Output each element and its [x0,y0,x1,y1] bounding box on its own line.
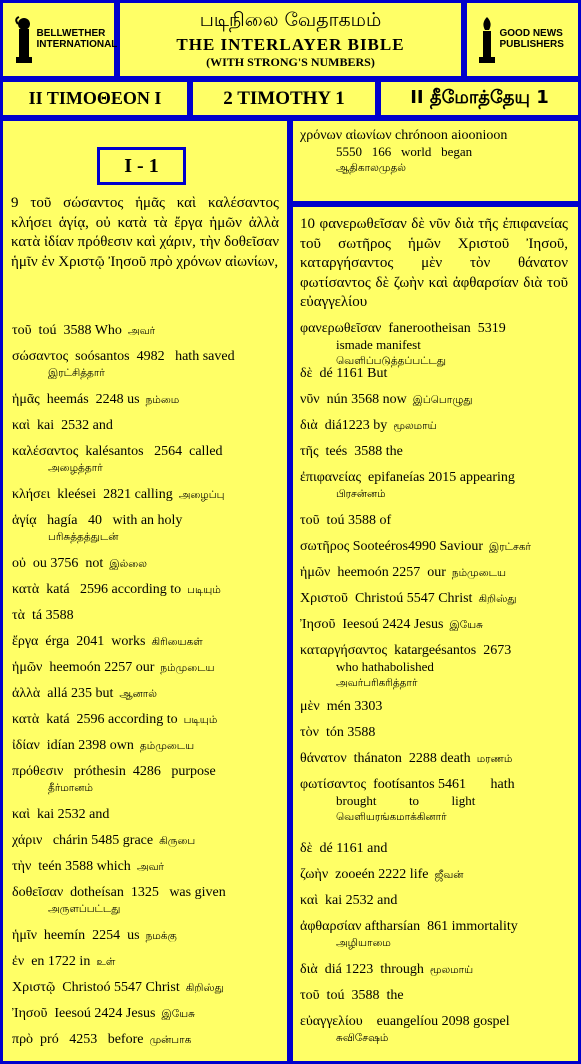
entry-greek-line: τοῦ toú 3588 the [300,988,404,1003]
entry-greek-line: τῆς teés 3588 the [300,444,403,459]
entry-english-continued: brought to light [336,793,476,808]
interlinear-entry [12,953,280,970]
interlinear-entry [300,698,568,715]
entry-tamil: அவர் [136,861,165,873]
entry-greek-line: καὶ kai 2532 and [300,893,398,908]
entry-greek-line: ἐν en 1722 in [12,954,91,969]
entry-greek-line: διὰ diá1223 by [300,418,388,433]
entry-greek-line: φωτίσαντος footísantos 5461 hath [300,777,515,792]
entry-english-continued: who hathabolished [336,659,434,674]
entry-greek-line: κλήσει kleései 2821 calling [12,487,173,502]
interlinear-entry [12,927,280,944]
entry-tamil: உள் [96,956,116,968]
interlinear-entry [12,659,280,676]
entry-greek-line: ἐπιφανείας epifaneías 2015 appearing [300,470,515,485]
interlinear-entry [300,616,568,633]
entry-tamil: மூலமாய் [393,420,437,432]
title-block [117,0,464,79]
entry-tamil: பரிசுத்தத்துடன் [48,531,119,543]
interlinear-entry [300,840,568,857]
interlinear-entry [12,555,280,572]
interlinear-entry [300,469,568,502]
entry-greek-line: φανερωθεῖσαν fanerootheisan 5319 [300,321,506,336]
entry-greek-line: ζωὴν zooeén 2222 life [300,867,429,882]
entry-greek-line: ἰδίαν idían 2398 own [12,738,134,753]
entry-greek-line: καλέσαντος kalésantos 2564 called [12,444,223,459]
book-english: 2 TIMOTHY 1 [190,79,378,118]
book-tamil: II தீமோத்தேயு 1 [378,79,581,118]
interlinear-entry [12,858,280,875]
entry-tamil: அருளப்பட்டது [48,903,121,915]
logo-right-text: GOOD NEWS PUBLISHERS [499,28,564,50]
interlinear-entry [12,832,280,849]
entry-greek-line: δὲ dé 1161 and [300,841,388,856]
entry-tamil: படியும் [183,714,218,726]
entry-tamil: நம்மை [145,394,180,406]
entry-greek-line: ἡμῶν heemoón 2257 our [12,660,155,675]
interlinear-entry [12,486,280,503]
interlinear-entry [300,724,568,741]
interlinear-entry [12,806,280,823]
chapter-label: I - 1 [97,147,186,185]
entry-greek-line: ἀλλὰ allá 235 but [12,686,114,701]
interlinear-entry [12,884,280,917]
book-greek: II TIMOΘEON I [0,79,190,118]
entry-greek-line: Χριστοῦ Christoú 5547 Christ [300,591,473,606]
entry-greek-line: καὶ kai 2532 and [12,807,110,822]
verse-10-text: 10 φανερωθεῖσαν δὲ νῦν διὰ τῆς ἐπιφανείας τοῦ σωτῆρος ἡμῶν Χριστοῦ Ἰησοῦ, καταργήσαντος μὲν τὸν θάνατον φωτίσαντος δὲ ζωὴν καὶ ἀφθαρσίαν διὰ τοῦ εὐαγγελίου [300,216,568,310]
interlinear-entry [300,866,568,883]
entry-tamil: இரட்சித்தார் [48,367,105,379]
entry-tamil: நம்முடைய [160,662,215,674]
interlinear-entry [12,711,280,728]
entry-greek-line: Ἰησοῦ Ieesoú 2424 Jesus [300,617,444,632]
entry-greek-line: ἡμῶν heemoón 2257 our [300,565,446,580]
interlinear-entry [300,443,568,460]
entry-greek-line: τοῦ toú 3588 of [300,513,392,528]
entry-greek-line: κατὰ katá 2596 according to [12,712,178,727]
interlinear-entry [300,892,568,909]
entry-greek-line: τὸν tón 3588 [300,725,376,740]
logo-left-text: BELLWETHER INTERNATIONAL [36,28,118,50]
entry-tamil: படியும் [187,584,221,596]
entry-greek-line: σώσαντος soósantos 4982 hath saved [12,349,235,364]
entry-greek-line: καὶ kai 2532 and [12,418,113,433]
interlinear-entry [12,417,280,434]
interlinear-entry [12,391,280,408]
verse-9-text: 9 τοῦ σώσαντος ἡμᾶς καὶ καλέσαντος κλήσει ἁγίᾳ, οὐ κατὰ τὰ ἔργα ἡμῶν ἀλλὰ κατὰ ἰδίαν πρόθεσιν καὶ χάριν, τὴν δοθεῖσαν ἡμῖν ἐν Χριστῷ Ἰησοῦ πρὸ χρόνων αἰωνίων, [11,195,279,270]
ram-statue-icon [13,15,35,65]
entry-greek-line: τὰ tá 3588 [12,608,74,623]
interlinear-entry [12,322,280,339]
entry-tamil: இப்பொழுது [412,394,473,406]
entry-greek-line: σωτῆρος Sooteéros4990 Saviour [300,539,484,554]
entry-tamil: ஜீவன் [434,869,464,881]
entry-greek-line: πρόθεσιν próthesin 4286 purpose [12,764,216,779]
entry-greek-line: ἀφθαρσίαν aftharsían 861 immortality [300,919,518,934]
entry-tamil: கிருபை [159,835,196,847]
entry-greek-line: διὰ diá 1223 through [300,962,424,977]
interlinear-entry [300,961,568,978]
entry-tamil: கிறிஸ்து [478,593,517,605]
interlinear-entry [12,443,280,476]
entry-greek-line: μὲν mén 3303 [300,699,383,714]
title-subtitle: (WITH STRONG'S NUMBERS) [206,55,375,69]
interlinear-entry [12,607,280,624]
entry-greek-line: θάνατον thánaton 2288 death [300,751,471,766]
entry-tamil: மூலமாய் [429,964,474,976]
entry-greek-line: χάριν chárin 5485 grace [12,833,154,848]
entry-greek-line: Ἰησοῦ Ieesoú 2424 Jesus [12,1006,156,1021]
entry-tamil: வெளியரங்கமாக்கினார் [336,811,447,823]
interlinear-entry [300,365,568,382]
interlinear-entry [12,979,280,996]
entry-tamil: அவர்பரிகரித்தார் [336,677,418,689]
interlinear-entry [300,987,568,1004]
entry-tamil: நம்முடைய [451,567,506,579]
entry-greek-line: καταργήσαντος katargeésantos 2673 [300,643,512,658]
flame-statue-icon [476,15,498,65]
interlinear-entry [300,642,568,691]
entry-tamil: மரணம் [476,753,513,765]
interlinear-entry [300,750,568,767]
entry-tamil: தம்முடைய [139,740,195,752]
right-top-entry [300,128,568,176]
bellwether-logo [0,0,117,79]
entry-tamil: இயேசு [449,619,484,631]
entry-tamil: அழைப்பு [178,489,225,501]
interlinear-entry [12,581,280,598]
entry-tamil: முன்பாக [149,1034,192,1046]
interlinear-entry [12,512,280,545]
interlinear-entry [300,391,568,408]
right-top-line: χρόνων αἰωνίων chrónoon aioonioon [300,128,508,143]
interlinear-entry [12,685,280,702]
interlinear-entry [300,1013,568,1046]
entry-tamil: இல்லை [109,558,147,570]
entry-greek-line: Χριστῷ Christoó 5547 Christ [12,980,180,995]
interlinear-entry [12,763,280,796]
entry-tamil: கிறிஸ்து [185,982,224,994]
entry-tamil: வெளிப்படுத்தப்பட்டது [336,355,446,367]
interlinear-entry [12,1031,280,1048]
right-top-sub: 5550 166 world began [336,144,473,159]
interlinear-entry [12,1005,280,1022]
entry-tamil: கிரியைகள் [151,636,203,648]
entry-tamil: நமக்கு [145,930,177,942]
entry-tamil: அவர் [127,325,156,337]
right-top-tamil: ஆதிகாலமுதல் [336,162,407,174]
interlinear-entry [12,737,280,754]
entry-tamil: பிரசன்னம் [336,488,386,500]
entry-tamil: சுவிசேஷம் [336,1032,389,1044]
entry-english-continued: ismade manifest [336,337,421,352]
entry-tamil: இயேசு [161,1008,196,1020]
entry-greek-line: ἡμᾶς heemás 2248 us [12,392,140,407]
interlinear-entry [300,918,568,951]
entry-greek-line: δοθεῖσαν dotheísan 1325 was given [12,885,226,900]
entry-greek-line: δὲ dé 1161 But [300,366,388,381]
entry-greek-line: νῦν nún 3568 now [300,392,407,407]
goodnews-logo [464,0,581,79]
entry-greek-line: κατὰ katá 2596 according to [12,582,182,597]
entry-greek-line: ἡμῖν heemín 2254 us [12,928,140,943]
title-tamil: படிநிலை வேதாகமம் [199,9,382,31]
entry-greek-line: οὐ ou 3756 not [12,556,104,571]
interlinear-entry [300,417,568,434]
entry-tamil: இரட்சகர் [489,541,532,553]
entry-greek-line: εὐαγγελίου euangelíou 2098 gospel [300,1014,510,1029]
interlinear-entry [300,512,568,529]
interlinear-entry [300,776,568,825]
interlinear-entry [300,320,568,369]
entry-greek-line: τὴν teén 3588 which [12,859,131,874]
interlinear-entry [12,633,280,650]
entry-tamil: ஆனால் [119,688,158,700]
interlinear-entry [300,538,568,555]
entry-greek-line: ἔργα érga 2041 works [12,634,146,649]
title-english: THE INTERLAYER BIBLE [176,35,405,54]
entry-tamil: அழியாமை [336,937,391,949]
interlinear-entry [300,590,568,607]
entry-tamil: தீர்மானம் [48,782,93,794]
interlinear-entry [300,564,568,581]
entry-greek-line: ἁγίᾳ hagía 40 with an holy [12,513,183,528]
entry-greek-line: τοῦ toú 3588 Who [12,323,122,338]
entry-greek-line: πρὸ pró 4253 before [12,1032,144,1047]
interlinear-entry [12,348,280,381]
entry-tamil: அழைத்தார் [48,462,103,474]
